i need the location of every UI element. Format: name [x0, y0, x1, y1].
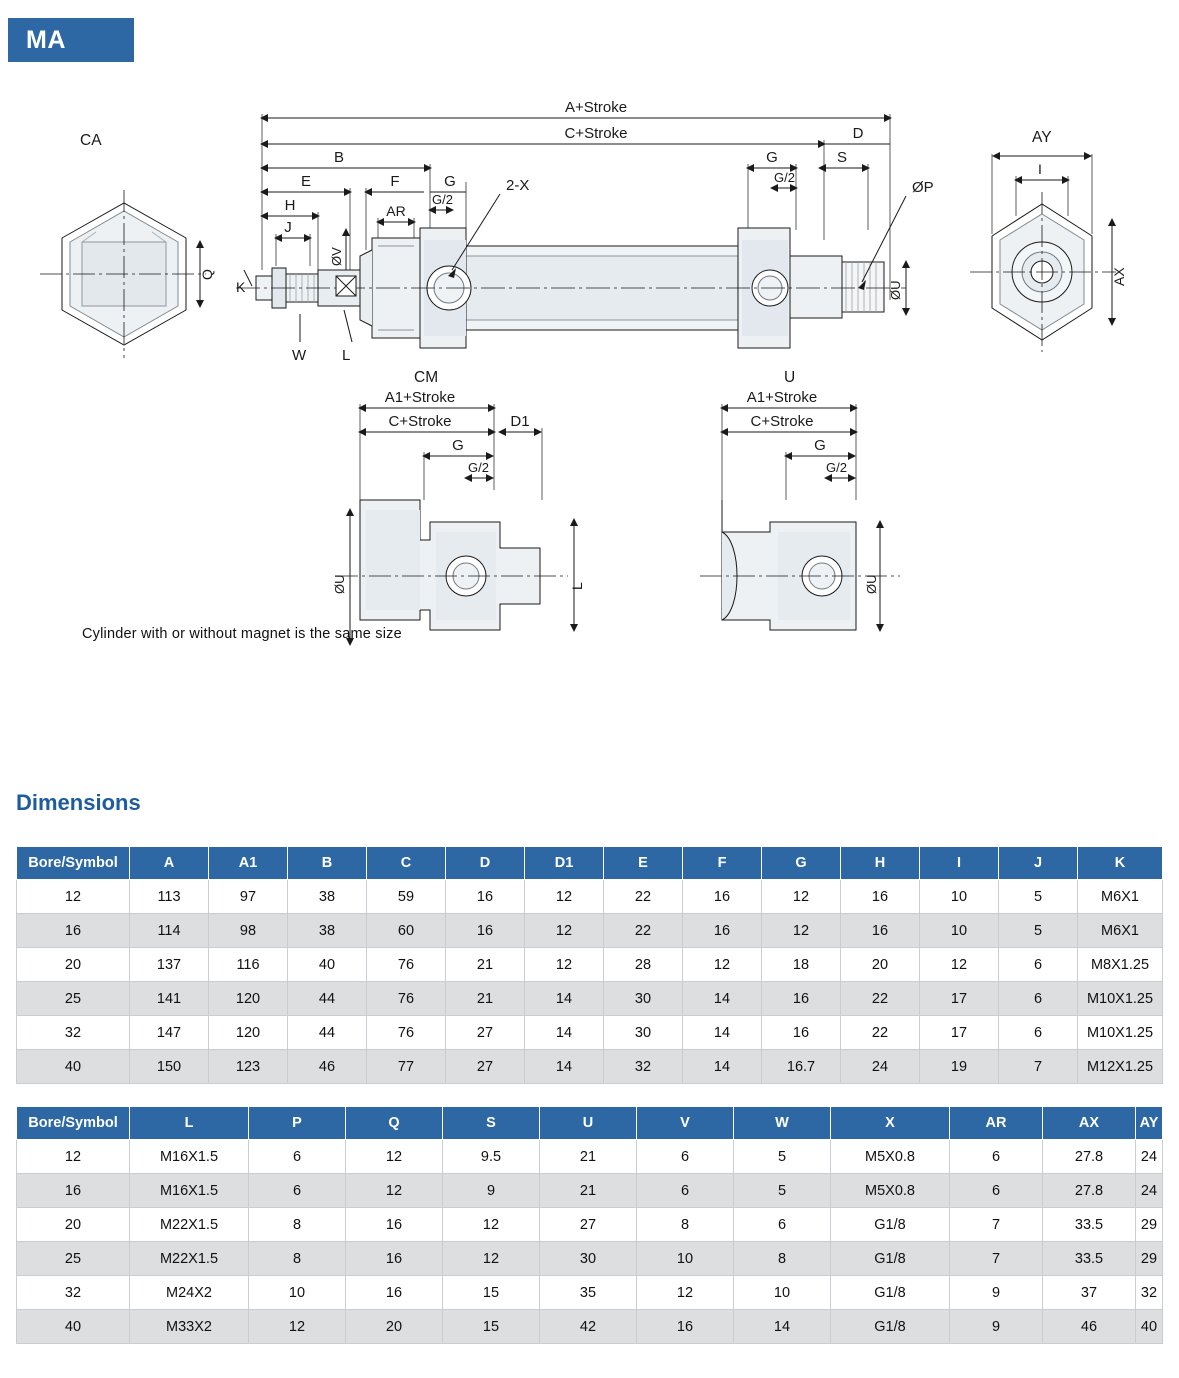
cell: 137: [130, 948, 209, 982]
cell: 8: [249, 1242, 346, 1276]
cell: 27.8: [1043, 1140, 1136, 1174]
table-row: [17, 1242, 1163, 1276]
cell: 15: [443, 1276, 540, 1310]
cell: 123: [209, 1050, 288, 1084]
cell: 10: [637, 1242, 734, 1276]
cell: 22: [604, 880, 683, 914]
col-c: C: [367, 847, 446, 880]
cell: 32: [1136, 1276, 1163, 1310]
col-x: X: [831, 1107, 950, 1140]
cell: 30: [540, 1242, 637, 1276]
cell: M10X1.25: [1078, 1016, 1163, 1050]
cell: 6: [249, 1174, 346, 1208]
cell: 35: [540, 1276, 637, 1310]
cell: 16: [346, 1242, 443, 1276]
dim-label-c-stroke: C+Stroke: [564, 125, 628, 142]
table-row: [17, 1276, 1163, 1310]
cell: 5: [734, 1174, 831, 1208]
cell: 30: [604, 982, 683, 1016]
cell: 25: [17, 1242, 130, 1276]
dim-label-ou-u: ØU: [864, 574, 879, 594]
cell: G1/8: [831, 1310, 950, 1344]
col-u: U: [540, 1107, 637, 1140]
cell: 16: [346, 1208, 443, 1242]
cell: M24X2: [130, 1276, 249, 1310]
cell: 14: [525, 1016, 604, 1050]
cell: 20: [841, 948, 920, 982]
col-j: J: [999, 847, 1078, 880]
cell: 16: [762, 1016, 841, 1050]
cell: 42: [540, 1310, 637, 1344]
cell: 10: [734, 1276, 831, 1310]
cell: 6: [249, 1140, 346, 1174]
cell: 10: [920, 880, 999, 914]
table-row: [17, 1140, 1163, 1174]
cell: 7: [999, 1050, 1078, 1084]
cell: 21: [540, 1140, 637, 1174]
cell: 16: [446, 880, 525, 914]
cell: 16: [346, 1276, 443, 1310]
technical-drawing: [0, 70, 1179, 670]
cell: 21: [446, 948, 525, 982]
cell: 27: [446, 1050, 525, 1084]
cell: M12X1.25: [1078, 1050, 1163, 1084]
cell: 5: [734, 1140, 831, 1174]
table-row: [17, 880, 1163, 914]
drawing-svg: [0, 70, 1179, 670]
dim-label-c-stroke-cm: C+Stroke: [388, 413, 452, 430]
dim-label-a1-stroke-u: A1+Stroke: [746, 389, 818, 406]
dim-label-c-stroke-u: C+Stroke: [750, 413, 814, 430]
cell: 16: [637, 1310, 734, 1344]
cell: 147: [130, 1016, 209, 1050]
cell: 38: [288, 914, 367, 948]
dim-label-ou-cm: ØU: [332, 574, 347, 594]
cell: 16: [762, 982, 841, 1016]
cell: 40: [1136, 1310, 1163, 1344]
dim-label-a-stroke: A+Stroke: [564, 99, 628, 116]
cell: 32: [604, 1050, 683, 1084]
col-k: K: [1078, 847, 1163, 880]
cell: 12: [762, 914, 841, 948]
dimensions-table-2: [16, 1106, 1163, 1344]
dim-label-q: Q: [199, 269, 215, 280]
table-row: [17, 1016, 1163, 1050]
cell: 24: [1136, 1140, 1163, 1174]
dim-label-op: ØP: [912, 179, 934, 196]
cell: 16: [683, 914, 762, 948]
col-a: A: [130, 847, 209, 880]
badge-label: MA: [26, 25, 66, 54]
cell: 76: [367, 982, 446, 1016]
cell: 8: [249, 1208, 346, 1242]
table-row: [17, 914, 1163, 948]
dim-label-a1-stroke-cm: A1+Stroke: [384, 389, 456, 406]
col-d1: D1: [525, 847, 604, 880]
cell: 14: [734, 1310, 831, 1344]
cell: 21: [446, 982, 525, 1016]
cell: 12: [443, 1208, 540, 1242]
cell: 17: [920, 982, 999, 1016]
col-b: B: [288, 847, 367, 880]
cell: 32: [17, 1016, 130, 1050]
cell: 20: [17, 1208, 130, 1242]
dim-label-ov: ØV: [329, 247, 344, 266]
dim-label-s: S: [836, 149, 848, 166]
cell: 12: [525, 948, 604, 982]
cell: 40: [17, 1050, 130, 1084]
cell: 12: [346, 1174, 443, 1208]
cell: 97: [209, 880, 288, 914]
cell: 27: [446, 1016, 525, 1050]
dim-label-j: J: [284, 219, 292, 236]
cell: 60: [367, 914, 446, 948]
cell: 8: [637, 1208, 734, 1242]
cell: 18: [762, 948, 841, 982]
dimensions-title: Dimensions: [16, 790, 141, 815]
dim-label-d1: D1: [510, 413, 530, 430]
cell: 6: [999, 1016, 1078, 1050]
cell: 16: [446, 914, 525, 948]
dim-label-g2-u: G/2: [826, 460, 847, 475]
cell: 76: [367, 948, 446, 982]
cell: 14: [683, 1050, 762, 1084]
cell: 28: [604, 948, 683, 982]
cell: 29: [1136, 1208, 1163, 1242]
cell: 7: [950, 1208, 1043, 1242]
cell: 16: [841, 880, 920, 914]
cell: 9.5: [443, 1140, 540, 1174]
cell: 40: [288, 948, 367, 982]
col-p: P: [249, 1107, 346, 1140]
dim-label-g-left: G: [444, 173, 456, 190]
dim-label-i: I: [1038, 161, 1042, 177]
cell: 20: [346, 1310, 443, 1344]
cell: 8: [734, 1242, 831, 1276]
cell: M10X1.25: [1078, 982, 1163, 1016]
cell: 6: [637, 1174, 734, 1208]
cell: 98: [209, 914, 288, 948]
table-row: [17, 948, 1163, 982]
cell: 46: [1043, 1310, 1136, 1344]
cell: 32: [17, 1276, 130, 1310]
cell: 12: [683, 948, 762, 982]
cell: 6: [999, 982, 1078, 1016]
dim-label-g-right: G: [766, 149, 778, 166]
dim-label-l: L: [342, 347, 351, 364]
col-bore-symbol-2: Bore/Symbol: [17, 1107, 130, 1140]
cell: 44: [288, 982, 367, 1016]
cell: M5X0.8: [831, 1174, 950, 1208]
cell: 33.5: [1043, 1242, 1136, 1276]
table-row: [17, 1050, 1163, 1084]
table-header-row: [17, 847, 1163, 880]
dimensions-table-1: [16, 846, 1163, 1084]
cell: 14: [683, 982, 762, 1016]
cell: M22X1.5: [130, 1208, 249, 1242]
cell: 21: [540, 1174, 637, 1208]
dim-label-ar: AR: [386, 203, 406, 219]
cell: 17: [920, 1016, 999, 1050]
cell: G1/8: [831, 1276, 950, 1310]
table-row: [17, 1310, 1163, 1344]
cell: 14: [683, 1016, 762, 1050]
cell: 15: [443, 1310, 540, 1344]
dim-label-g2-left: G/2: [432, 192, 453, 207]
cell: 6: [950, 1174, 1043, 1208]
cell: 141: [130, 982, 209, 1016]
cell: 16: [17, 914, 130, 948]
cell: 29: [1136, 1242, 1163, 1276]
cell: 12: [762, 880, 841, 914]
dim-label-e: E: [300, 173, 312, 190]
col-g: G: [762, 847, 841, 880]
cell: 25: [17, 982, 130, 1016]
dim-label-g2-right: G/2: [774, 170, 795, 185]
cell: 22: [841, 982, 920, 1016]
cell: 116: [209, 948, 288, 982]
view-label-ca: CA: [80, 132, 102, 149]
cell: M5X0.8: [831, 1140, 950, 1174]
col-bore-symbol: Bore/Symbol: [17, 847, 130, 880]
cell: 24: [1136, 1174, 1163, 1208]
cell: 16: [683, 880, 762, 914]
cell: 59: [367, 880, 446, 914]
cell: 22: [841, 1016, 920, 1050]
cell: 20: [17, 948, 130, 982]
cell: 9: [443, 1174, 540, 1208]
cell: 12: [525, 880, 604, 914]
cell: 12: [637, 1276, 734, 1310]
cell: 6: [734, 1208, 831, 1242]
cell: 120: [209, 1016, 288, 1050]
cell: M6X1: [1078, 880, 1163, 914]
dim-label-k: K: [236, 279, 246, 295]
table-row: [17, 1208, 1163, 1242]
cell: 19: [920, 1050, 999, 1084]
dim-label-g-u: G: [814, 437, 826, 454]
cell: 16: [841, 914, 920, 948]
cell: 12: [17, 880, 130, 914]
dim-label-ou-main: ØU: [888, 280, 903, 300]
cell: 150: [130, 1050, 209, 1084]
cell: G1/8: [831, 1208, 950, 1242]
table-header-row: [17, 1107, 1163, 1140]
cell: 9: [950, 1310, 1043, 1344]
table-row: [17, 982, 1163, 1016]
view-label-cm: CM: [414, 369, 439, 386]
cell: M16X1.5: [130, 1174, 249, 1208]
cell: 6: [950, 1140, 1043, 1174]
col-e: E: [604, 847, 683, 880]
view-label-u: U: [784, 369, 796, 386]
cell: M8X1.25: [1078, 948, 1163, 982]
cell: 46: [288, 1050, 367, 1084]
cell: 12: [525, 914, 604, 948]
cell: 40: [17, 1310, 130, 1344]
col-l: L: [130, 1107, 249, 1140]
cell: 77: [367, 1050, 446, 1084]
col-h: H: [841, 847, 920, 880]
dim-label-ax: AX: [1111, 267, 1127, 286]
table-row: [17, 1174, 1163, 1208]
cell: 27: [540, 1208, 637, 1242]
cell: 5: [999, 914, 1078, 948]
dim-label-h: H: [284, 197, 296, 214]
col-a1: A1: [209, 847, 288, 880]
dim-label-b: B: [333, 149, 345, 166]
cell: 12: [249, 1310, 346, 1344]
col-ar: AR: [950, 1107, 1043, 1140]
cell: 12: [17, 1140, 130, 1174]
cell: 27.8: [1043, 1174, 1136, 1208]
cell: 12: [346, 1140, 443, 1174]
cell: 120: [209, 982, 288, 1016]
col-s: S: [443, 1107, 540, 1140]
dim-label-d: D: [852, 125, 864, 142]
cell: 24: [841, 1050, 920, 1084]
cell: 9: [950, 1276, 1043, 1310]
cell: G1/8: [831, 1242, 950, 1276]
col-i: I: [920, 847, 999, 880]
dim-label-g-cm: G: [452, 437, 464, 454]
cell: 5: [999, 880, 1078, 914]
dim-label-w: W: [292, 347, 307, 364]
dim-label-f: F: [390, 173, 400, 190]
cell: 7: [950, 1242, 1043, 1276]
cell: 12: [443, 1242, 540, 1276]
cell: 16.7: [762, 1050, 841, 1084]
cell: 14: [525, 1050, 604, 1084]
cell: 22: [604, 914, 683, 948]
col-f: F: [683, 847, 762, 880]
cell: 113: [130, 880, 209, 914]
col-w: W: [734, 1107, 831, 1140]
cell: 6: [999, 948, 1078, 982]
cell: 16: [17, 1174, 130, 1208]
col-q: Q: [346, 1107, 443, 1140]
col-d: D: [446, 847, 525, 880]
view-label-ay: AY: [1032, 129, 1052, 146]
cell: 44: [288, 1016, 367, 1050]
cell: M6X1: [1078, 914, 1163, 948]
cell: 114: [130, 914, 209, 948]
col-v: V: [637, 1107, 734, 1140]
cell: 38: [288, 880, 367, 914]
cell: 14: [525, 982, 604, 1016]
cell: 12: [920, 948, 999, 982]
cell: M33X2: [130, 1310, 249, 1344]
cell: 30: [604, 1016, 683, 1050]
cell: 6: [637, 1140, 734, 1174]
dim-label-l-cm: L: [569, 582, 585, 590]
cell: 10: [920, 914, 999, 948]
col-ax: AX: [1043, 1107, 1136, 1140]
cell: 33.5: [1043, 1208, 1136, 1242]
cell: 76: [367, 1016, 446, 1050]
cell: 37: [1043, 1276, 1136, 1310]
drawing-note: Cylinder with or without magnet is the same size: [82, 626, 402, 642]
col-ay: AY: [1136, 1107, 1163, 1140]
dim-label-2x: 2-X: [506, 177, 530, 194]
cell: M22X1.5: [130, 1242, 249, 1276]
cell: 10: [249, 1276, 346, 1310]
page-badge: [8, 18, 134, 62]
cell: M16X1.5: [130, 1140, 249, 1174]
dim-label-g2-cm: G/2: [468, 460, 489, 475]
